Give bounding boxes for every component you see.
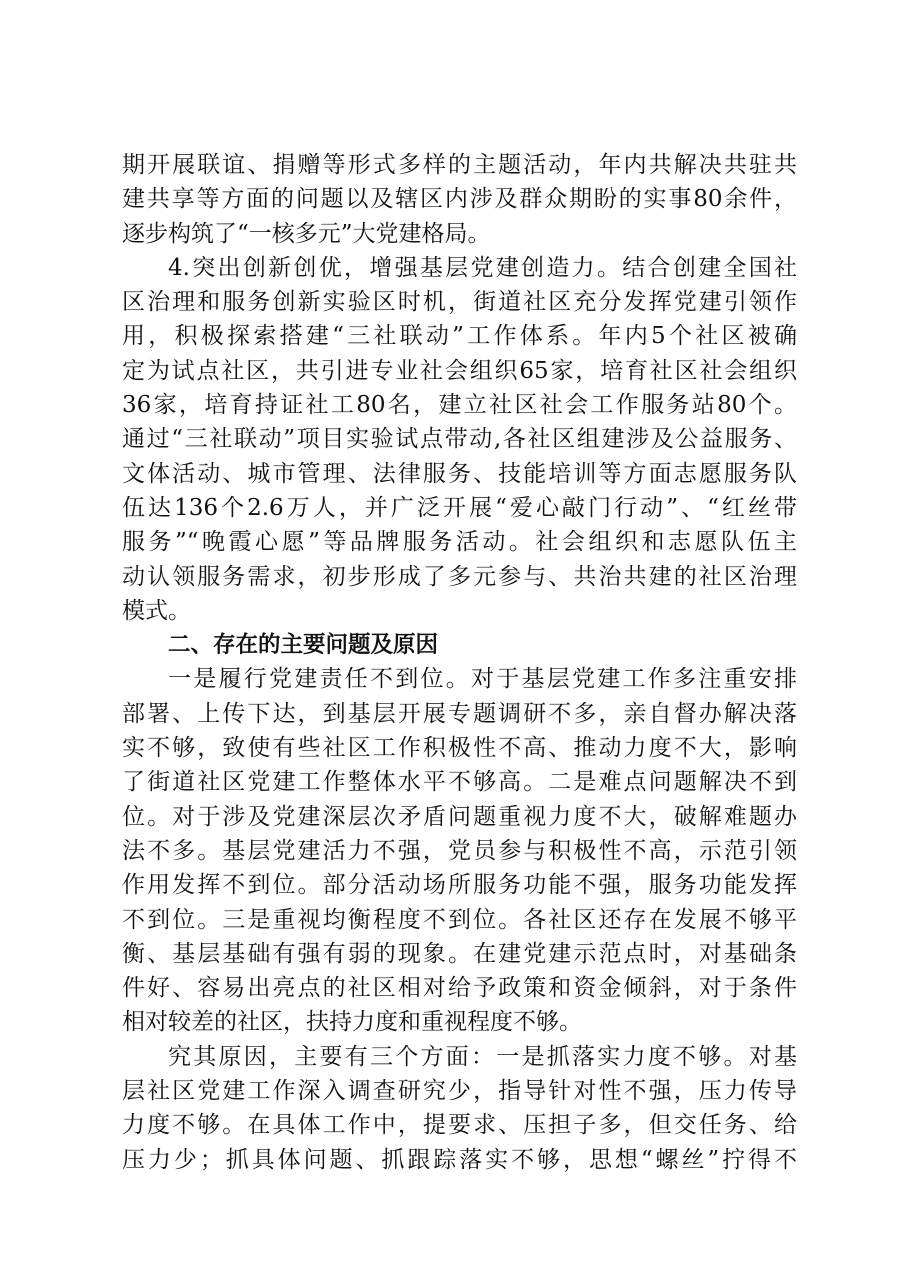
paragraph-line: 区治理和服务创新实验区时机，街道社区充分发挥党建引领作 <box>122 289 797 316</box>
paragraph-line: 压力少；抓具体问题、抓跟踪落实不够，思想“螺丝”拧得不 <box>122 1146 797 1173</box>
paragraph-line: 不到位。三是重视均衡程度不到位。各社区还存在发展不够平 <box>122 906 797 933</box>
paragraph-line: 文体活动、城市管理、法律服务、技能培训等方面志愿服务队 <box>122 460 797 487</box>
paragraph-line: 部署、上传下达，到基层开展专题调研不多，亲自督办解决落 <box>122 700 797 727</box>
paragraph-line: 相对较差的社区，扶持力度和重视程度不够。 <box>122 1009 582 1036</box>
paragraph-line: 4.突出创新创优，增强基层党建创造力。结合创建全国社 <box>168 254 797 281</box>
section-heading: 二、存在的主要问题及原因 <box>168 632 439 659</box>
paragraph-line: 位。对于涉及党建深层次矛盾问题重视力度不大，破解难题办 <box>122 803 797 830</box>
paragraph-line: 逐步构筑了“一核多元”大党建格局。 <box>122 220 491 247</box>
paragraph-line: 用，积极探索搭建“三社联动”工作体系。年内5个社区被确 <box>122 323 797 350</box>
paragraph-line: 作用发挥不到位。部分活动场所服务功能不强，服务功能发挥 <box>122 872 797 899</box>
paragraph-line: 动认领服务需求，初步形成了多元参与、共治共建的社区治理 <box>122 563 797 590</box>
paragraph-line: 一是履行党建责任不到位。对于基层党建工作多注重安排 <box>168 666 797 693</box>
paragraph-line: 衡、基层基础有强有弱的现象。在建党建示范点时，对基础条 <box>122 940 797 967</box>
paragraph-line: 36家，培育持证社工80名，建立社区社会工作服务站80个。 <box>122 392 797 419</box>
paragraph-line: 建共享等方面的问题以及辖区内涉及群众期盼的实事80余件， <box>122 186 797 213</box>
paragraph-line: 模式。 <box>122 597 191 624</box>
paragraph-line: 究其原因，主要有三个方面：一是抓落实力度不够。对基 <box>168 1043 797 1070</box>
paragraph-line: 层社区党建工作深入调查研究少，指导针对性不强，压力传导 <box>122 1078 797 1105</box>
paragraph-line: 通过“三社联动”项目实验试点带动,各社区组建涉及公益服务、 <box>122 426 797 453</box>
paragraph-line: 定为试点社区，共引进专业社会组织65家，培育社区社会组织 <box>122 357 797 384</box>
paragraph-line: 服务”“晚霞心愿”等品牌服务活动。社会组织和志愿队伍主 <box>122 529 797 556</box>
paragraph-line: 法不多。基层党建活力不强，党员参与积极性不高，示范引领 <box>122 837 797 864</box>
paragraph-line: 伍达136个2.6万人，并广泛开展“爱心敲门行动”、“红丝带 <box>122 494 797 521</box>
paragraph-line: 件好、容易出亮点的社区相对给予政策和资金倾斜，对于条件 <box>122 975 797 1002</box>
paragraph-line: 力度不够。在具体工作中，提要求、压担子多，但交任务、给 <box>122 1112 797 1139</box>
paragraph-line: 实不够，致使有些社区工作积极性不高、推动力度不大，影响 <box>122 735 797 762</box>
paragraph-line: 了街道社区党建工作整体水平不够高。二是难点问题解决不到 <box>122 769 797 796</box>
paragraph-line: 期开展联谊、捐赠等形式多样的主题活动，年内共解决共驻共 <box>122 152 797 178</box>
document-body <box>122 148 797 1177</box>
